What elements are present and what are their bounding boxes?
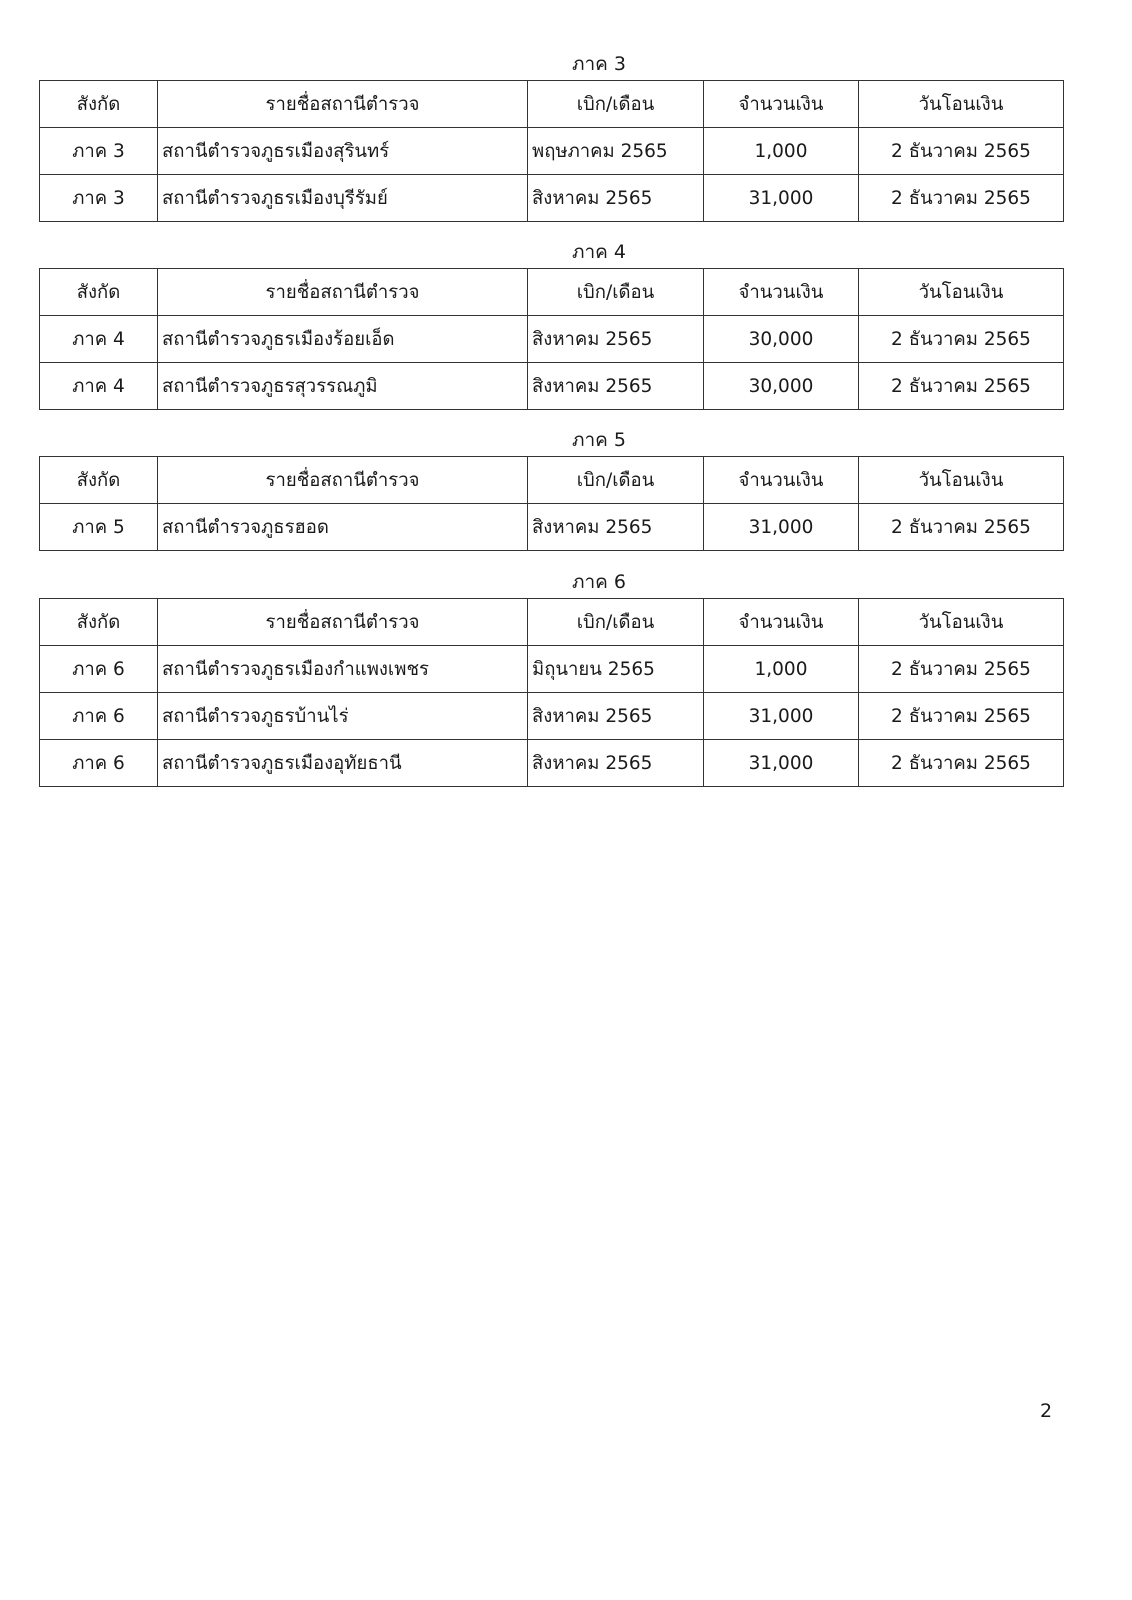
cell-amount: 30,000 xyxy=(704,363,859,410)
header-unit: สังกัด xyxy=(40,269,158,316)
cell-month: สิงหาคม 2565 xyxy=(528,693,704,740)
cell-unit: ภาค 4 xyxy=(40,316,158,363)
header-station: รายชื่อสถานีตำรวจ xyxy=(158,81,528,128)
header-unit: สังกัด xyxy=(40,599,158,646)
cell-month: สิงหาคม 2565 xyxy=(528,363,704,410)
header-date: วันโอนเงิน xyxy=(859,81,1064,128)
cell-unit: ภาค 3 xyxy=(40,128,158,175)
header-date: วันโอนเงิน xyxy=(859,457,1064,504)
page-number: 2 xyxy=(1040,1400,1053,1422)
header-amount: จำนวนเงิน xyxy=(704,269,859,316)
cell-station: สถานีตำรวจภูธรเมืองอุทัยธานี xyxy=(158,740,528,787)
table-header-row xyxy=(40,269,1064,316)
table-row xyxy=(40,693,1064,740)
table-row xyxy=(40,646,1064,693)
section-region-5 xyxy=(39,424,1063,551)
cell-amount: 30,000 xyxy=(704,316,859,363)
transfer-table xyxy=(39,268,1064,410)
table-row xyxy=(40,363,1064,410)
cell-date: 2 ธันวาคม 2565 xyxy=(859,693,1064,740)
section-region-6 xyxy=(39,566,1063,787)
cell-amount: 1,000 xyxy=(704,128,859,175)
cell-month: พฤษภาคม 2565 xyxy=(528,128,704,175)
table-header-row xyxy=(40,457,1064,504)
header-station: รายชื่อสถานีตำรวจ xyxy=(158,269,528,316)
cell-station: สถานีตำรวจภูธรฮอด xyxy=(158,504,528,551)
header-amount: จำนวนเงิน xyxy=(704,599,859,646)
cell-date: 2 ธันวาคม 2565 xyxy=(859,175,1064,222)
header-month: เบิก/เดือน xyxy=(528,269,704,316)
cell-amount: 31,000 xyxy=(704,504,859,551)
transfer-table xyxy=(39,80,1064,222)
cell-date: 2 ธันวาคม 2565 xyxy=(859,646,1064,693)
cell-amount: 31,000 xyxy=(704,175,859,222)
cell-month: สิงหาคม 2565 xyxy=(528,316,704,363)
cell-unit: ภาค 3 xyxy=(40,175,158,222)
section-title: ภาค 3 xyxy=(571,53,627,75)
header-month: เบิก/เดือน xyxy=(528,599,704,646)
transfer-table xyxy=(39,598,1064,787)
header-amount: จำนวนเงิน xyxy=(704,457,859,504)
header-month: เบิก/เดือน xyxy=(528,457,704,504)
transfer-table xyxy=(39,456,1064,551)
header-amount: จำนวนเงิน xyxy=(704,81,859,128)
table-header-row xyxy=(40,81,1064,128)
section-title: ภาค 5 xyxy=(571,429,627,451)
cell-station: สถานีตำรวจภูธรเมืองกำแพงเพชร xyxy=(158,646,528,693)
header-unit: สังกัด xyxy=(40,457,158,504)
cell-amount: 31,000 xyxy=(704,740,859,787)
table-row xyxy=(40,316,1064,363)
cell-station: สถานีตำรวจภูธรเมืองบุรีรัมย์ xyxy=(158,175,528,222)
cell-date: 2 ธันวาคม 2565 xyxy=(859,740,1064,787)
table-row xyxy=(40,128,1064,175)
header-station: รายชื่อสถานีตำรวจ xyxy=(158,457,528,504)
cell-station: สถานีตำรวจภูธรเมืองสุรินทร์ xyxy=(158,128,528,175)
table-row xyxy=(40,175,1064,222)
section-region-4 xyxy=(39,236,1063,410)
header-month: เบิก/เดือน xyxy=(528,81,704,128)
header-date: วันโอนเงิน xyxy=(859,599,1064,646)
cell-unit: ภาค 6 xyxy=(40,693,158,740)
cell-month: สิงหาคม 2565 xyxy=(528,740,704,787)
table-row xyxy=(40,504,1064,551)
cell-month: มิถุนายน 2565 xyxy=(528,646,704,693)
header-date: วันโอนเงิน xyxy=(859,269,1064,316)
section-title: ภาค 6 xyxy=(571,571,627,593)
cell-station: สถานีตำรวจภูธรเมืองร้อยเอ็ด xyxy=(158,316,528,363)
table-header-row xyxy=(40,599,1064,646)
cell-amount: 31,000 xyxy=(704,693,859,740)
cell-month: สิงหาคม 2565 xyxy=(528,175,704,222)
cell-month: สิงหาคม 2565 xyxy=(528,504,704,551)
cell-station: สถานีตำรวจภูธรบ้านไร่ xyxy=(158,693,528,740)
cell-station: สถานีตำรวจภูธรสุวรรณภูมิ xyxy=(158,363,528,410)
cell-amount: 1,000 xyxy=(704,646,859,693)
cell-date: 2 ธันวาคม 2565 xyxy=(859,316,1064,363)
cell-unit: ภาค 6 xyxy=(40,646,158,693)
cell-date: 2 ธันวาคม 2565 xyxy=(859,128,1064,175)
section-region-3 xyxy=(39,48,1063,222)
table-row xyxy=(40,740,1064,787)
header-unit: สังกัด xyxy=(40,81,158,128)
header-station: รายชื่อสถานีตำรวจ xyxy=(158,599,528,646)
cell-unit: ภาค 5 xyxy=(40,504,158,551)
cell-unit: ภาค 6 xyxy=(40,740,158,787)
cell-date: 2 ธันวาคม 2565 xyxy=(859,363,1064,410)
section-title: ภาค 4 xyxy=(571,241,627,263)
cell-date: 2 ธันวาคม 2565 xyxy=(859,504,1064,551)
cell-unit: ภาค 4 xyxy=(40,363,158,410)
